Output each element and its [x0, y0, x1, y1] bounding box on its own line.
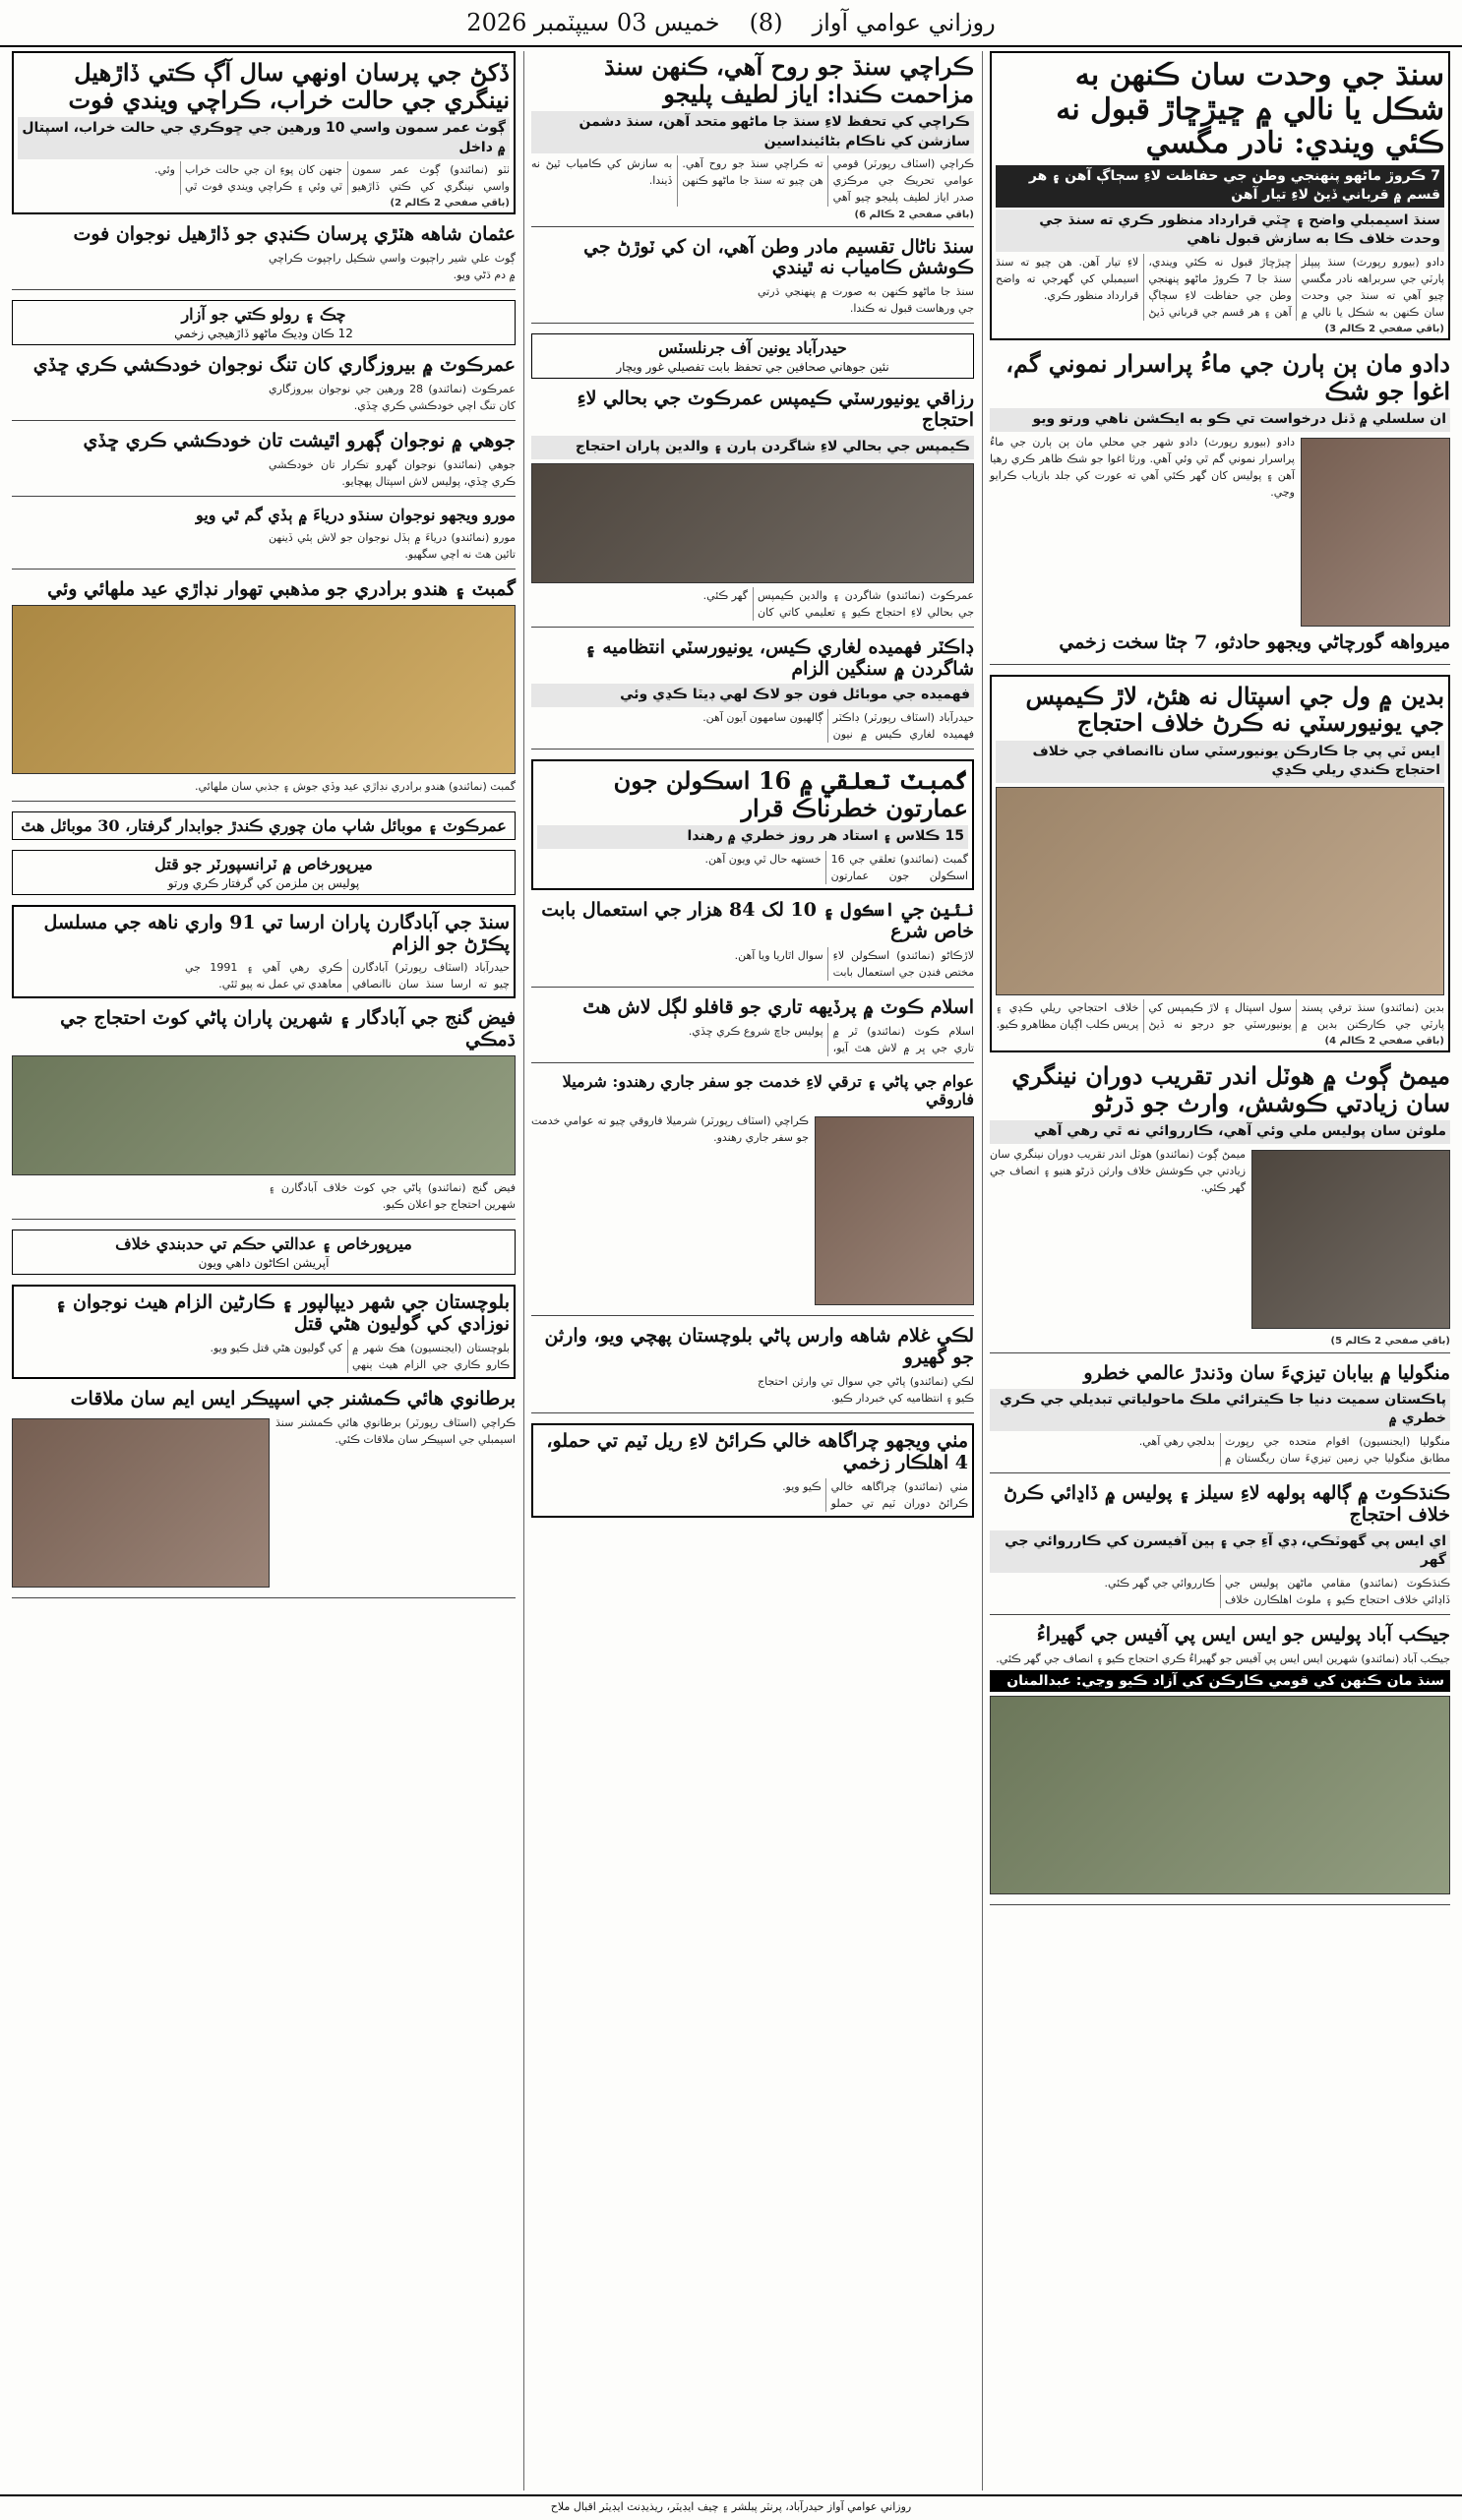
- masthead-paper-name: روزاني عوامي آواز: [812, 9, 996, 36]
- headline: ڪنڌڪوٽ ۾ ڳالهه ٻولهه لاءِ سيلز ۽ پوليس ۾ ڏاڍائي ڪرڻ خلاف احتجاج: [1004, 1482, 1450, 1526]
- headline: بدين ۾ ول جي اسپتال نه هئڻ، لاڙ ڪيمپس جي يونيورسٽي نه ڪرڻ خلاف احتجاج: [1025, 681, 1444, 738]
- transporter-murder-box: [12, 850, 516, 895]
- story-body: گمبٽ (نمائندو) هندو برادري نڊاڙي عيد وڏي جوش ۽ جذبي سان ملهائي.: [195, 779, 516, 793]
- story-islamkot: [531, 997, 974, 1063]
- subheadline: ملوثن سان پوليس ملي وئي آهي، ڪارروائي نه ٿي رهي آهي: [990, 1120, 1450, 1144]
- protest-photo: [531, 463, 974, 583]
- story-body: مورو (نمائندو) درياءَ ۾ ٻڏل نوجوان جو لاش ٻئي ڏينهن تائين هٿ نه اچي سگهيو.: [269, 530, 516, 561]
- story-body: ڪراچي (اسٽاف رپورٽر) شرميلا فاروقي چيو ته عوامي خدمت جو سفر جاري رهندو.: [531, 1114, 809, 1145]
- story-memon-goth: [990, 1062, 1450, 1353]
- box-title: عمرڪوٽ ۽ موبائل شاپ مان چوري ڪندڙ جوابدار گرفتار، 30 موبائل هٿ: [21, 815, 507, 835]
- box-title: ميرپورخاص ۾ ٽرانسپورٽر جو قتل: [154, 854, 373, 873]
- story-usman-shah: [12, 224, 516, 290]
- story-moro: [12, 507, 516, 569]
- story-body: جوهي (نمائندو) نوجوان گهرو تڪرار تان خودڪشي ڪري ڇڏي، پوليس لاش اسپتال پهچايو.: [269, 458, 516, 489]
- story-missing-woman: [990, 350, 1450, 665]
- story-body: دادو (بيورو رپورٽ) سنڌ پيپلز پارٽي جي سربراهه نادر مگسي چيو آهي ته سنڌ جي وحدت سان ڪنهن به شڪل يا نالي ۾ ڇيڙڇاڙ قبول نه ڪئي ويندي، سنڌ جا 7 ڪروڙ ماڻهو پنهنجي وطن جي حفاظت لاءِ سڄاڳ آهن ۽ هر قسم جي قرباني ڏيڻ لاءِ تيار آهن. هن چيو ته سنڌ اسيمبلي کي گهرجي ته واضح قرارداد منظور ڪري.: [996, 255, 1444, 320]
- story-body: بدين (نمائندو) سنڌ ترقي پسند پارٽي جي ڪارڪنن بدين ۾ سول اسپتال ۽ لاڙ ڪيمپس کي يونيورسٽي جو درجو نه ڏيڻ خلاف احتجاجي ريلي ڪڍي ۽ پريس ڪلب اڳيان مظاهرو ڪيو.: [996, 1001, 1444, 1032]
- story-body: ڪنڌڪوٽ (نمائندو) مقامي ماڻهن پوليس جي ڏاڍائي خلاف احتجاج ڪيو ۽ ملوث اهلڪارن خلاف ڪارروائي جي گهر ڪئي.: [1104, 1576, 1450, 1606]
- subheadline: ڪيمپس جي بحالي لاءِ شاگردن ٻارن ۽ والدين پاران احتجاج: [531, 436, 974, 459]
- subheadline: پاڪستان سميت دنيا جا ڪيترائي ملڪ ماحولياتي تبديلي جي ڪري خطري ۾: [990, 1389, 1450, 1431]
- box-title: ميرپورخاص ۽ عدالتي حڪم تي حدبندي خلاف: [115, 1234, 412, 1254]
- headline: جيڪب آباد پوليس جو ايس ايس پي آفيس جي گهيراءُ: [1036, 1624, 1450, 1647]
- story-gambat-schools: [531, 759, 974, 890]
- story-johi: [12, 431, 516, 497]
- story-british-commissioner: [12, 1389, 516, 1598]
- box-subtitle: آپريشن اڪاڻون داهي ويون: [198, 1256, 330, 1271]
- story-body: منگوليا (ايجنسيون) اقوام متحده جي رپورٽ مطابق منگوليا جي زمين تيزيءَ سان ريگستان ۾ بدلجي رهي آهي.: [1138, 1434, 1450, 1466]
- meeting-photo: [12, 1055, 516, 1175]
- subheadline: ان سلسلي ۾ ڏنل درخواست تي ڪو به ايڪشن ناهي ورتو ويو: [990, 408, 1450, 432]
- headline: بلوچستان جي شهر ديپالپور ۽ ڪارڻين الزام هيٺ نوجوان ۽ نوزادي کي گوليون هڻي قتل: [55, 1291, 510, 1336]
- story-lakki: [531, 1326, 974, 1413]
- imprint-footer: روزاني عوامي آواز حيدرآباد، پرنٽر پبلشر ۽ چيف ايڊيٽر، ريذيڊنٽ ايڊيٽر اقبال ملاح: [0, 2494, 1462, 2520]
- story-gambat-festival: [12, 579, 516, 802]
- story-body: سنڌ جا ماڻهو ڪنهن به صورت ۾ پنهنجي ڌرتي جي ورهاست قبول نه ڪندا.: [758, 285, 974, 316]
- subheadline: 7 ڪروڙ ماڻهو پنهنجي وطن جي حفاظت لاءِ سڄاڳ آهن ۽ هر قسم ۾ قرباني ڏيڻ لاءِ تيار آهن: [996, 165, 1444, 208]
- subheadline: فهميده جي موبائل فون جو لاڪ لهي ڊيٽا ڪڍي وئي: [531, 684, 974, 707]
- headline: مٺي ويجهو چراگاهه خالي ڪرائڻ لاءِ ريل ٽيم تي حملو، 4 اهلڪار زخمي: [546, 1430, 968, 1474]
- lead-story-left: [12, 51, 516, 214]
- story-kandhkot: [990, 1483, 1450, 1615]
- box-title: چڪ ۽ رولو ڪتي جو آزار: [181, 305, 346, 325]
- continuation-note: (باقي صفحي 2 ڪالم 3): [1324, 324, 1444, 335]
- subheadline: ڪراچي کي تحفظ لاءِ سنڌ جا ماڻهو متحد آهن، سنڌ دشمن سازشن کي ناڪام بڻائينداسين: [531, 111, 974, 153]
- headline: سنڌ جي آبادگارن پاران ارسا تي 91 واري ناهه جي مسلسل پڪڙڻ جو الزام: [43, 911, 510, 955]
- column-divider: [523, 51, 524, 2490]
- group-photo: [990, 1696, 1450, 1894]
- story-body: عمرڪوٽ (نمائندو) شاگردن ۽ والدين ڪيمپس جي بحالي لاءِ احتجاج ڪيو ۽ تعليمي کاتي کان گهر ڪئي.: [702, 588, 974, 619]
- story-body: اسلام ڪوٽ (نمائندو) ٿر ۾ تاري جي ڀر ۾ لاش هٿ آيو، پوليس جاچ شروع ڪري ڇڏي.: [688, 1024, 974, 1054]
- story-body: لڪي (نمائندو) پاڻي جي سوال تي وارثن احتجاج ڪيو ۽ انتظاميه کي خبردار ڪيو.: [758, 1375, 974, 1406]
- headline: برطانوي هائي ڪمشنر جي اسپيڪر ايس ايم سان ملاقات: [70, 1388, 516, 1410]
- continuation-note: (باقي صفحي 2 ڪالم 6): [854, 209, 974, 220]
- story-body: ڳوٺ علي شير راڄپوت واسي شڪيل راڄپوت ڪراچي ۾ دم ڌڻي ويو.: [269, 252, 516, 282]
- continuation-note: (باقي صفحي 2 ڪالم 4): [1324, 1036, 1444, 1048]
- story-body: عمرڪوٽ (نمائندو) 28 ورهين جي نوجوان بيروزگاري کان تنگ اچي خودڪشي ڪري ڇڏي.: [269, 383, 516, 413]
- lead-story-right: [990, 51, 1450, 340]
- box-subtitle: 12 ڪان وڊيڪ ماڻهو ڏاڙهيجي زخمي: [174, 327, 353, 341]
- story-umerkot-campus: [531, 389, 974, 627]
- headline: ڏکڻ جي پرسان اونهي سال آڳ ڪتي ڏاڙهيل نينگري جي حالت خراب، ڪراچي ويندي فوت: [68, 58, 510, 114]
- story-body: گمبٽ (نمائندو) تعلقي جي 16 اسڪولن جون عمارتون خستهه حال ٿي ويون آهن.: [704, 852, 968, 882]
- headline: ميمڻ ڳوٺ ۾ هوٽل اندر تقريب دوران نينگري سان زيادتي ڪوشش، وارث جو ڌرڻو: [1011, 1061, 1450, 1117]
- story-balochistan: [12, 1285, 516, 1379]
- headline: دادو مان ٻن ٻارن جي ماءُ پراسرار نموني گم، اغوا جو شڪ: [1005, 349, 1450, 405]
- meeting-photo: [12, 1418, 270, 1588]
- festival-food-photo: [12, 605, 516, 774]
- story-body: حيدرآباد (اسٽاف رپورٽر) آبادگارن چيو ته ارسا سنڌ سان ناانصافي ڪري رهي آهي ۽ 1991 جي معاهدي تي عمل نه پيو ٿئي.: [185, 961, 510, 991]
- subheadline: سنڌ اسيمبلي واضح ۽ ڇٽي قرارداد منظور ڪري ته سنڌ جي وحدت خلاف ڪا به سازش قبول ناهي: [996, 210, 1444, 252]
- journalists-box: [531, 333, 974, 379]
- story-body: دادو (بيورو رپورٽ) دادو شهر جي محلي مان ٻن ٻارن جي ماءُ پراسرار نموني گم ٿي وئي آهي. ورثا اغوا جو شڪ ظاهر ڪري رهيا آهن ۽ پوليس کان گهر ڪئي آهي ته عورت کي جلد بازياب ڪرايو وڃي.: [990, 435, 1295, 499]
- story-sharmila: [531, 1073, 974, 1317]
- lead-story-middle: [531, 53, 974, 227]
- headline: فيض گنج جي آبادگار ۽ شهرين پاران پاڻي کوٽ احتجاج جي ڌمڪي: [60, 1007, 516, 1051]
- subheadline: اي ايس پي گهوٽڪي، ڊي آءِ جي ۽ ٻين آفيسرن کي ڪارروائي جي گهر: [990, 1530, 1450, 1573]
- story-body: ميمڻ ڳوٺ (نمائندو) هوٽل اندر تقريب دوران نينگري سان زيادتي جي ڪوشش خلاف وارثن ڌرڻو هنيو ۽ انصاف جي گهر ڪئي.: [990, 1147, 1246, 1195]
- headline: ڊاڪٽر فهميده لغاري ڪيس، يونيورسٽي انتظاميه ۽ شاگردن ۾ سنگين الزام: [584, 635, 974, 680]
- story-faiz-ganj: [12, 1008, 516, 1220]
- story-body: ڪراچي (اسٽاف رپورٽر) قومي عوامي تحريڪ جي مرڪزي صدر اياز لطيف پليجو چيو آهي ته ڪراچي سنڌ جو روح آهي. هن چيو ته سنڌ جا ماڻهو ڪنهن به سازش کي ڪامياب ٿيڻ نه ڏيندا.: [531, 157, 974, 205]
- story-body: جيڪب آباد (نمائندو) شهرين ايس ايس پي آفيس جو گهيراءُ ڪري احتجاج ڪيو ۽ انصاف جي گهر ڪئي.: [996, 1651, 1450, 1665]
- box-subtitle: نئين جوهاني صحافين جي تحفظ بابت تفصيلي غور ويچار: [616, 360, 889, 375]
- headline: لڪي غلام شاهه وارس پاڻي بلوچستان پهچي ويو، وارثن جو گهيرو: [544, 1325, 974, 1369]
- mobile-theft-box: [12, 811, 516, 840]
- column-middle: [525, 51, 980, 2490]
- story-body: حيدرآباد (اسٽاف رپورٽر) ڊاڪٽر فهميده لغاري ڪيس ۾ نيون ڳالهيون سامهون آيون آهن.: [702, 710, 974, 741]
- headline: نئين جي اسڪول ۽ 10 لک 84 هزار جي استعمال بابت خاص شرع: [541, 898, 974, 942]
- story-body: لاڙڪاڻو (نمائندو) اسڪولن لاءِ مختص فنڊن جي استعمال بابت سوال اٿاريا ويا آهن.: [734, 948, 974, 979]
- story-umerkot-suicide: [12, 355, 516, 421]
- highlight-box: سنڌ مان ڪنهن کي قومي ڪارڪن کي آزاد ڪيو وڃي: عبدالمنان: [990, 1670, 1450, 1692]
- continuation-note: (باقي صفحي 2 ڪالم 2): [390, 198, 510, 210]
- subheadline: ايس ٽي پي جا ڪارڪن يونيورسٽي سان ناانصافي جي خلاف احتجاج ڪندي ريلي ڪڍي: [996, 741, 1444, 783]
- box-subtitle: پوليس ٻن ملزمن کي گرفتار ڪري ورتو: [167, 875, 360, 890]
- headline: گمبٽ ۽ هندو برادري جو مذهبي تهوار نڊاڙي عيد ملهائي وئي: [47, 577, 516, 600]
- story-badin-protest: [990, 675, 1450, 1052]
- subheadline: ڳوٺ عمر سمون واسي 10 ورهين جي ڇوڪري جي حالت خراب، اسپتال ۾ داخل: [18, 117, 510, 159]
- headline: مورو ويجهو نوجوان سنڌو درياءَ ۾ ٻڏي گم ٿي ويو: [196, 506, 516, 525]
- story-body: ٺٽو (نمائندو) ڳوٺ عمر سمون واسي نينگري کي ڪتي ڏاڙهيو جنهن کان پوءِ ان جي حالت خراب ٿي وئي ۽ ڪراچي ويندي فوت ٿي وئي.: [153, 163, 510, 194]
- story-body: فيض گنج (نمائندو) پاڻي جي کوٽ خلاف آبادگارن ۽ شهرين احتجاج جو اعلان ڪيو.: [269, 1181, 516, 1212]
- headline: رزاقي يونيورسٽي ڪيمپس عمرڪوٽ جي بحالي لاءِ احتجاج: [577, 388, 974, 432]
- headline: جوهي ۾ نوجوان ڳهرو اٿيشت تان خودڪشي ڪري ڇڏي: [83, 430, 516, 452]
- subheadline: 15 ڪلاس ۽ استاد هر روز خطري ۾ رهندا: [537, 825, 968, 849]
- column-divider: [982, 51, 983, 2490]
- protest-photo: [996, 787, 1444, 995]
- portrait-photo: [1301, 438, 1450, 627]
- headline: عوام جي پاڻي ۽ ترقي لاءِ خدمت جو سفر جاري رهندو: شرميلا فاروقي: [562, 1071, 974, 1110]
- column-right: [984, 51, 1456, 2490]
- headline: عمرڪوٽ ۾ بيروزگاري کان تنگ نوجوان خودڪشي ڪري ڇڏي: [32, 354, 516, 377]
- story-irsa: [12, 905, 516, 999]
- story-body: بلوچستان (ايجنسيون) هڪ شهر ۾ ڪارو ڪاري جي الزام هيٺ ٻنهي کي گوليون هڻي قتل ڪيو ويو.: [210, 1341, 510, 1371]
- story-body: مٺي (نمائندو) چراگاهه خالي ڪرائڻ دوران ٽيم تي حملو ڪيو ويو.: [782, 1479, 968, 1510]
- headline: سنڌ جي وحدت سان ڪنهن به شڪل يا نالي ۾ ڇيڙڇاڙ قبول نه ڪئي ويندي: نادر مگسي: [1056, 58, 1444, 160]
- dog-bite-box: [12, 300, 516, 345]
- story-school-funds: [531, 900, 974, 988]
- headline: گمبٽ تعلقي ۾ 16 اسڪولن جون عمارتون خطرناڪ قرار: [613, 766, 968, 822]
- masthead: [0, 0, 1462, 47]
- news-photo: [1251, 1150, 1450, 1329]
- headline: منگوليا ۾ بيابان تيزيءَ سان وڌندڙ عالمي خطرو: [1083, 1361, 1450, 1384]
- story-jacobabad: [990, 1625, 1450, 1905]
- portrait-photo: [815, 1116, 974, 1305]
- headline: اسلام ڪوٽ ۾ پرڏيهه تاري جو قافلو لڳل لاش هٿ: [582, 995, 974, 1018]
- court-order-box: [12, 1230, 516, 1275]
- headline: سنڌ ناڻال تقسيم مادر وطن آهي، ان کي ٽوڙڻ جي ڪوشش ڪامياب نه ٿيندي: [583, 235, 974, 279]
- column-left: [6, 51, 521, 2490]
- box-title: حيدرآباد يونين آف جرنلسٽس: [658, 338, 847, 358]
- headline: ڪراچي سنڌ جو روح آهي، ڪنهن سنڌ مزاحمت ڪندا: اياز لطيف پليجو: [603, 52, 974, 108]
- story-body: ڪراچي (اسٽاف رپورٽر) برطانوي هائي ڪمشنر سنڌ اسيمبلي جي اسپيڪر سان ملاقات ڪئي.: [275, 1415, 516, 1446]
- masthead-page-number: (8): [749, 9, 783, 36]
- headline: عثمان شاهه هٽڙي پرسان ڪنڊي جو ڏاڙهيل نوجوان فوت: [73, 223, 516, 246]
- story-fahmida-case: [531, 637, 974, 750]
- story-mithi-attack: [531, 1423, 974, 1518]
- masthead-date: خميس 03 سيپٽمبر 2026: [466, 9, 720, 36]
- headline: ميرواهه گورچاڻي ويجهو حادثو، 7 ڄڻا سخت زخمي: [1059, 630, 1450, 653]
- story-mongolia: [990, 1363, 1450, 1473]
- continuation-note: (باقي صفحي 2 ڪالم 5): [1330, 1335, 1450, 1347]
- story-sindh-unity: [531, 237, 974, 325]
